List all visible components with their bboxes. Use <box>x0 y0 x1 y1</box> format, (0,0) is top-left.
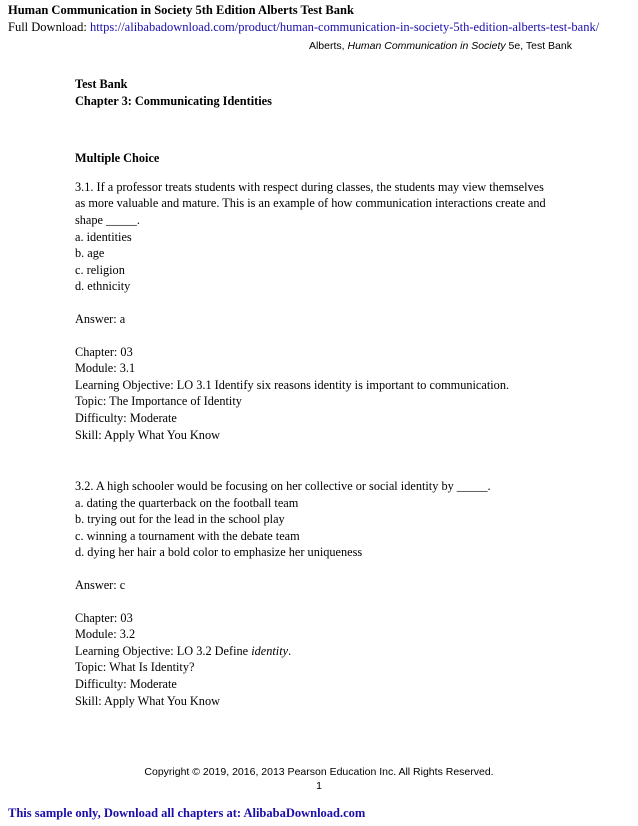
option-a: a. identities <box>75 229 132 244</box>
meta-topic: Topic: The Importance of Identity <box>75 394 242 409</box>
document-body <box>75 76 555 709</box>
meta-skill: Skill: Apply What You Know <box>75 427 220 442</box>
heading-chapter: Chapter 3: Communicating Identities <box>75 93 272 108</box>
bottom-banner-link[interactable]: This sample only, Download all chapters at: AlibabaDownload.com <box>8 806 366 820</box>
meta-learning-objective <box>75 643 555 660</box>
option-b: b. age <box>75 246 105 261</box>
meta-chapter: Chapter: 03 <box>75 610 133 625</box>
banner-download-prefix: Full Download: <box>8 20 90 34</box>
question-3-1 <box>75 179 555 443</box>
question-stem-line: shape _____. <box>75 212 140 227</box>
page-number: 1 <box>316 780 322 792</box>
banner-download-line <box>8 20 599 35</box>
answer: Answer: c <box>75 578 126 593</box>
running-header-edition: 5e, Test Bank <box>505 40 572 52</box>
running-header <box>309 40 572 52</box>
objective-suffix: . <box>288 643 292 658</box>
meta-difficulty: Difficulty: Moderate <box>75 410 177 425</box>
objective-term: identity <box>251 643 289 658</box>
running-header-author: Alberts, <box>308 40 348 52</box>
question-stem-line: as more valuable and mature. This is an example of how communication interactions create and <box>75 196 546 211</box>
option-d: d. dying her hair a bold color to emphasize her uniqueness <box>75 545 363 560</box>
banner-title: Human Communication in Society 5th Edition Alberts Test Bank <box>8 3 354 17</box>
question-3-2 <box>75 478 555 709</box>
question-stem-line: 3.2. A high schooler would be focusing on her collective or social identity by _____. <box>75 479 491 494</box>
meta-skill: Skill: Apply What You Know <box>75 693 220 708</box>
option-a: a. dating the quarterback on the football team <box>75 495 299 510</box>
option-b: b. trying out for the lead in the school play <box>75 512 285 527</box>
heading-test-bank: Test Bank <box>75 77 128 91</box>
option-c: c. winning a tournament with the debate team <box>75 528 300 543</box>
banner-download-link[interactable]: https://alibabadownload.com/product/human-communication-in-society-5th-edition-alberts-test-bank/ <box>89 20 600 34</box>
option-c: c. religion <box>75 262 125 277</box>
question-stem-line: 3.1. If a professor treats students with respect during classes, the students may view themselves <box>75 179 544 194</box>
option-d: d. ethnicity <box>75 279 131 294</box>
meta-module: Module: 3.1 <box>75 361 136 376</box>
meta-topic: Topic: What Is Identity? <box>75 660 195 675</box>
meta-module: Module: 3.2 <box>75 627 136 642</box>
meta-learning-objective: Learning Objective: LO 3.1 Identify six reasons identity is important to communication. <box>75 377 510 392</box>
meta-difficulty: Difficulty: Moderate <box>75 677 177 692</box>
section-title: Multiple Choice <box>75 151 160 166</box>
objective-prefix: Learning Objective: LO 3.2 Define <box>75 643 252 658</box>
answer: Answer: a <box>75 311 126 326</box>
meta-chapter: Chapter: 03 <box>75 344 133 359</box>
footer-copyright: Copyright © 2019, 2016, 2013 Pearson Education Inc. All Rights Reserved. <box>144 766 494 778</box>
running-header-book-title: Human Communication in Society <box>347 40 506 52</box>
